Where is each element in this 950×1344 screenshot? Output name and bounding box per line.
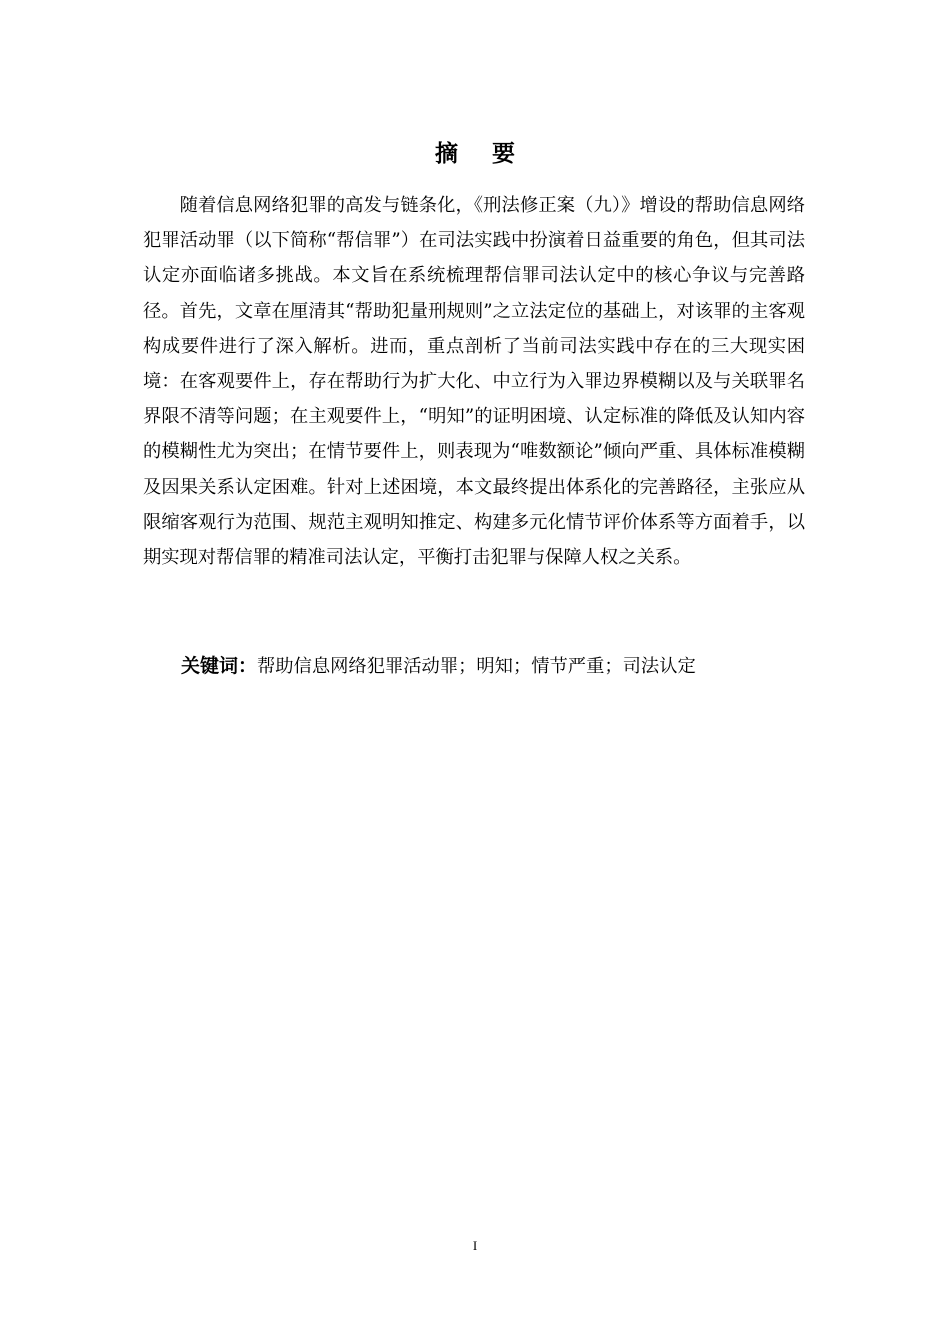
keywords-list: 帮助信息网络犯罪活动罪；明知；情节严重；司法认定 [257,656,696,677]
keywords-label: 关键词： [181,655,258,677]
abstract-paragraph: 随着信息网络犯罪的高发与链条化，《刑法修正案（九）》增设的帮助信息网络犯罪活动罪（以下简称“帮信罪”）在司法实践中扮演着日益重要的角色，但其司法认定亦面临诸多挑战。本文旨在系统梳理帮信罪司法认定中的核心争议与完善路径。首先，文章在厘清其“帮助犯量刑规则”之立法定位的基础上，对该罪的主客观构成要件进行了深入解析。进而，重点剖析了当前司法实践中存在的三大现实困境：在客观要件上，存在帮助行为扩大化、中立行为入罪边界模糊以及与关联罪名界限不清等问题；在主观要件上，“明知”的证明困境、认定标准的降低及认知内容的模糊性尤为突出；在情节要件上，则表现为“唯数额论”倾向严重、具体标准模糊及因果关系认定困难。针对上述困境，本文最终提出体系化的完善路径，主张应从限缩客观行为范围、规范主观明知推定、构建多元化情节评价体系等方面着手，以期实现对帮信罪的精准司法认定，平衡打击犯罪与保障人权之关系。 [143,195,805,569]
abstract-title: 摘要 [435,141,549,167]
page-number: I [472,1238,478,1253]
keywords-line [181,648,821,685]
